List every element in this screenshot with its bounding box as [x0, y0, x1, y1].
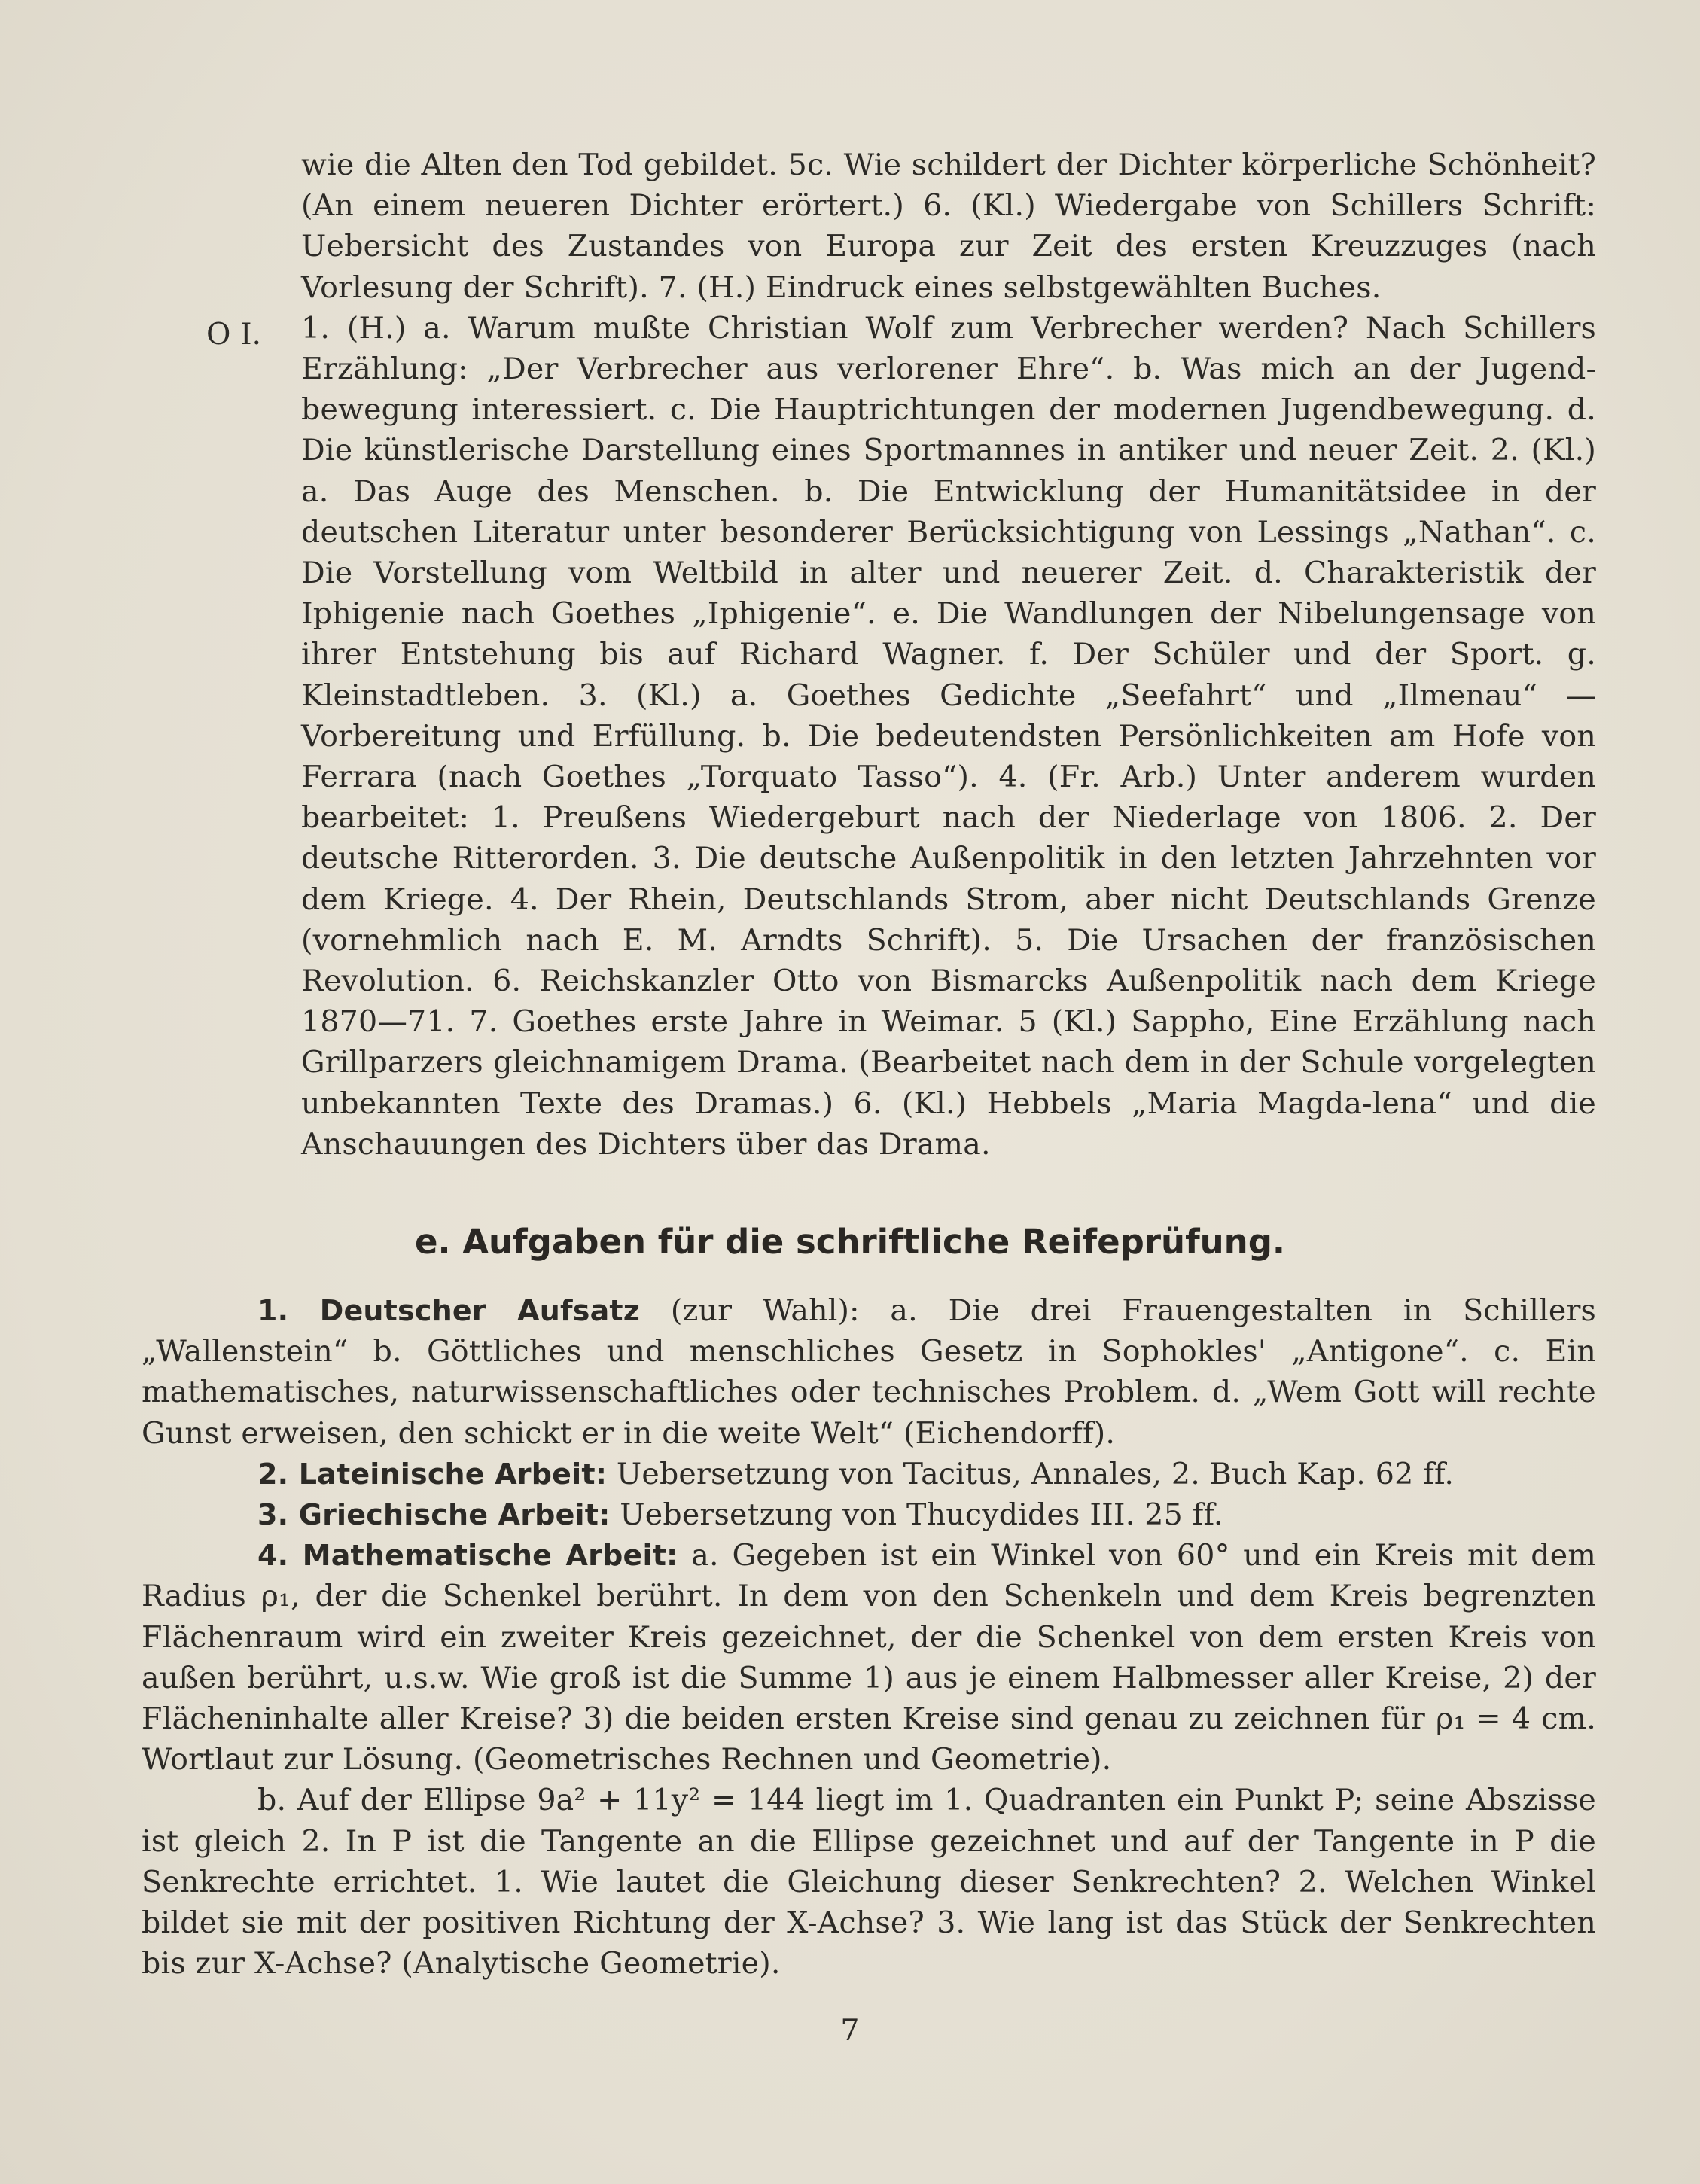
exam-item-greek — [142, 1494, 1596, 1535]
continuation-paragraph: wie die Alten den Tod gebildet. 5c. Wie schildert der Dichter körperliche Schönheit? (An einem neueren Dichter erörtert.) 6. (Kl.) Wiedergabe von Schillers Schrift: Uebersicht des Zustandes von Europa zur Zeit des ersten Kreuzzuges (nach Vorlesung der Schrift). 7. (H.) Eindruck eines selbstgewählten Buches. — [301, 148, 1596, 305]
exam-item-latin — [142, 1454, 1596, 1494]
section-o1-text — [301, 145, 1596, 1165]
exam-title: 3. Griechische Arbeit: — [257, 1498, 611, 1532]
exam-tasks — [142, 1290, 1596, 1984]
exam-item-math-b: b. Auf der Ellipse 9a² + 11y² = 144 liegt im 1. Quadranten ein Punkt P; seine Abszisse ist gleich 2. In P ist die Tangente an die Ellipse gezeichnet und auf der Tangente in P die Senkrechte errichtet. 1. Wie lautet die Gleichung dieser Senkrechten? 2. Welchen Winkel bildet sie mit der positiven Richtung der X-Achse? 3. Wie lang ist das Stück der Senkrechten bis zur X-Achse? (Analytische Geometrie). — [142, 1783, 1596, 1981]
exam-item-math — [142, 1535, 1596, 1780]
exam-title: 2. Lateinische Arbeit: — [257, 1457, 608, 1491]
class-label-o1: O I. — [206, 317, 262, 352]
page-number: 7 — [840, 2013, 860, 2048]
exam-text: Uebersetzung von Thucydides III. 25 ff. — [610, 1497, 1223, 1533]
exam-title: 1. Deutscher Aufsatz — [257, 1294, 641, 1327]
exam-item-german — [142, 1290, 1596, 1454]
section-heading: e. Aufgaben für die schriftliche Reifeprüfung. — [414, 1222, 1286, 1262]
exam-text: (zur Wahl): a. Die drei Frauengestalten in Schillers „Wallenstein“ b. Göttliches und menschliches Gesetz in Sophokles' „Antigone“. c. Ein mathematisches, naturwissenschaftliches oder technisches Problem. d. „Wem Gott will rechte Gunst erweisen, den schickt er in die weite Welt“ (Eichendorff). — [142, 1293, 1596, 1451]
exam-title: 4. Mathematische Arbeit: — [257, 1539, 678, 1573]
exam-text: Uebersetzung von Tacitus, Annales, 2. Buch Kap. 62 ff. — [607, 1456, 1455, 1491]
exam-text: a. Gegeben ist ein Winkel von 60° und ein Kreis mit dem Radius ρ₁, der die Schenkel berührt. In dem von den Schenkeln und dem Kreis begrenzten Flächenraum wird ein zweiter Kreis gezeichnet, der die Schenkel von dem ersten Kreis von außen berührt, u.s.w. Wie groß ist die Summe 1) aus je einem Halbmesser aller Kreise, 2) der Flächeninhalte aller Kreise? 3) die beiden ersten Kreise sind genau zu zeichnen für ρ₁ = 4 cm. Wortlaut zur Lösung. (Geometrisches Rechnen und Geometrie). — [142, 1538, 1596, 1777]
o1-paragraph: 1. (H.) a. Warum mußte Christian Wolf zum Verbrecher werden? Nach Schillers Erzählung: „Der Verbrecher aus verlorener Ehre“. b. Was mich an der Jugend-bewegung interessiert. c. Die Hauptrichtungen der modernen Jugendbewegung. d. Die künstlerische Darstellung eines Sportmannes in antiker und neuer Zeit. 2. (Kl.) a. Das Auge des Menschen. b. Die Entwicklung der Humanitätsidee in der deutschen Literatur unter besonderer Berücksichtigung von Lessings „Nathan“. c. Die Vorstellung vom Weltbild in alter und neuerer Zeit. d. Charakteristik der Iphigenie nach Goethes „Iphigenie“. e. Die Wandlungen der Nibelungensage von ihrer Entstehung bis auf Richard Wagner. f. Der Schüler und der Sport. g. Kleinstadtleben. 3. (Kl.) a. Goethes Gedichte „Seefahrt“ und „Ilmenau“ — Vorbereitung und Erfüllung. b. Die bedeutendsten Persönlichkeiten am Hofe von Ferrara (nach Goethes „Torquato Tasso“). 4. (Fr. Arb.) Unter anderem wurden bearbeitet: 1. Preußens Wiedergeburt nach der Niederlage von 1806. 2. Der deutsche Ritterorden. 3. Die deutsche Außenpolitik in den letzten Jahrzehnten vor dem Kriege. 4. Der Rhein, Deutschlands Strom, aber nicht Deutschlands Grenze (vornehmlich nach E. M. Arndts Schrift). 5. Die Ursachen der französischen Revolution. 6. Reichskanzler Otto von Bismarcks Außenpolitik nach dem Kriege 1870—71. 7. Goethes erste Jahre in Weimar. 5 (Kl.) Sappho, Eine Erzählung nach Grillparzers gleichnamigem Drama. (Bearbeitet nach dem in der Schule vorgelegten unbekannten Texte des Dramas.) 6. (Kl.) Hebbels „Maria Magda-lena“ und die Anschauungen des Dichters über das Drama. — [301, 310, 1596, 1162]
